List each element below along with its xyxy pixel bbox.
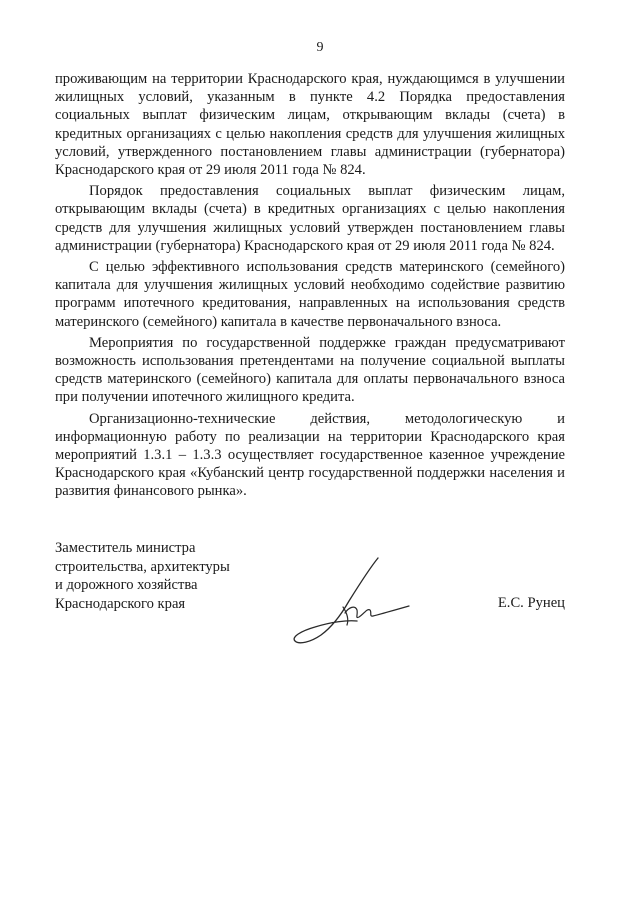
paragraph-procedure: Порядок предоставления социальных выплат физическим лицам, открывающим вклады (счета) в кредитных организациях с целью накопления средств для улучшения жилищных условий утвержден постановлением главы администрации (губернатора) Краснодарского края от 29 июля 2011 года № 824. <box>55 183 565 254</box>
signer-title-line: строительства, архитектуры <box>55 558 230 575</box>
paragraph-maternity-capital: С целью эффективного использования средств материнского (семейного) капитала для улучшения жилищных условий необходимо содействие развитию программ ипотечного кредитования, направленных на использования средств материнского (семейного) капитала в качестве первоначального взноса. <box>55 259 565 330</box>
page-number: 9 <box>316 40 324 55</box>
signer-title-line: Заместитель министра <box>55 540 196 556</box>
handwritten-signature <box>285 555 435 650</box>
signer-title <box>55 539 295 613</box>
document-body <box>55 70 565 504</box>
paragraph-continuation: проживающим на территории Краснодарского края, нуждающимся в улучшении жилищных условий, указанным в пункте 4.2 Порядка предоставления социальных выплат физическим лицам, открывающим вклады (счета) в кредитных организациях с целью накопления средств для улучшения жилищных условий, утвержденного постановлением главы администрации (губернатора) Краснодарского края от 29 июля 2011 года № 824. <box>55 71 565 179</box>
signer-name: Е.С. Рунец <box>497 595 565 611</box>
paragraph-support-measures: Мероприятия по государственной поддержке граждан предусматривают возможность использования претендентами на получение социальной выплаты средств материнского (семейного) капитала для оплаты первоначального взноса при получении ипотечного жилищного кредита. <box>55 334 565 406</box>
paragraph-organization: Организационно-технические действия, методологическую и информационную работу по реализации на территории Краснодарского края мероприятий 1.3.1 – 1.3.3 осуществляет государственное казенное учреждение Краснодарского края «Кубанский центр государственной поддержки населения и развития финансового рынка». <box>55 410 565 500</box>
signer-title-line: и дорожного хозяйства <box>55 577 198 594</box>
signer-title-line: Краснодарского края <box>55 595 186 612</box>
